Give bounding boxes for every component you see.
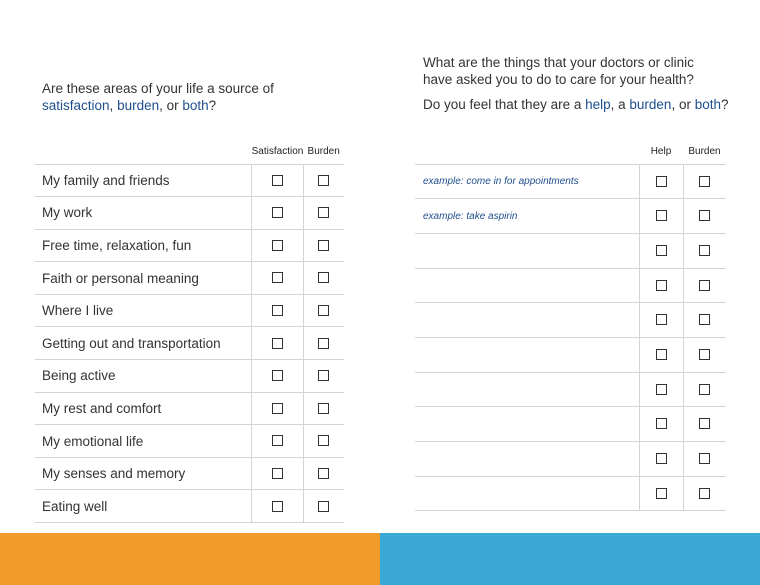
table-row — [35, 229, 344, 262]
help-cell — [639, 233, 683, 268]
burden-cell — [303, 197, 344, 230]
satisfaction-checkbox[interactable] — [272, 468, 283, 479]
burden-checkbox[interactable] — [699, 280, 710, 291]
satisfaction-checkbox[interactable] — [272, 305, 283, 316]
row-label: My work — [35, 197, 252, 230]
satisfaction-cell — [252, 164, 304, 197]
burden-checkbox[interactable] — [318, 403, 329, 414]
burden-cell — [683, 164, 726, 199]
satisfaction-cell — [252, 457, 304, 490]
table-row — [35, 490, 344, 523]
burden-cell — [683, 407, 726, 442]
burden-cell — [303, 229, 344, 262]
keyword-both: both — [182, 98, 209, 113]
help-checkbox[interactable] — [656, 280, 667, 291]
burden-cell — [683, 199, 726, 234]
burden-checkbox[interactable] — [318, 435, 329, 446]
help-checkbox[interactable] — [656, 349, 667, 360]
task-entry[interactable]: example: take aspirin — [415, 199, 639, 234]
help-checkbox[interactable] — [656, 210, 667, 221]
task-entry[interactable]: example: come in for appointments — [415, 164, 639, 199]
task-entry[interactable] — [415, 303, 639, 338]
burden-checkbox[interactable] — [318, 338, 329, 349]
burden-checkbox[interactable] — [699, 384, 710, 395]
help-checkbox[interactable] — [656, 418, 667, 429]
right-q2-start: Do you feel that they are a — [423, 97, 586, 112]
satisfaction-checkbox[interactable] — [272, 403, 283, 414]
right-subquestion — [423, 96, 743, 113]
satisfaction-cell — [252, 425, 304, 458]
burden-cell — [303, 490, 344, 523]
left-prompt — [42, 80, 342, 114]
table-row — [35, 327, 344, 360]
right-question-line2: have asked you to do to care for your health? — [423, 72, 694, 87]
burden-cell — [683, 233, 726, 268]
burden-cell — [303, 392, 344, 425]
right-q2-mid1: , a — [610, 97, 630, 112]
right-q2-end: ? — [721, 97, 729, 112]
burden-checkbox[interactable] — [699, 453, 710, 464]
satisfaction-cell — [252, 197, 304, 230]
table-row — [415, 442, 726, 477]
table-row — [415, 372, 726, 407]
row-label: Eating well — [35, 490, 252, 523]
right-question — [423, 54, 743, 88]
life-areas-header — [35, 145, 344, 164]
help-cell — [639, 476, 683, 511]
satisfaction-cell — [252, 294, 304, 327]
care-tasks-header — [415, 145, 726, 164]
task-entry[interactable] — [415, 268, 639, 303]
table-row — [35, 425, 344, 458]
burden-checkbox[interactable] — [699, 418, 710, 429]
keyword-burden: burden — [117, 98, 160, 113]
help-checkbox[interactable] — [656, 314, 667, 325]
help-checkbox[interactable] — [656, 384, 667, 395]
satisfaction-cell — [252, 392, 304, 425]
row-label: My rest and comfort — [35, 392, 252, 425]
burden-cell — [683, 303, 726, 338]
satisfaction-cell — [252, 490, 304, 523]
table-row — [35, 197, 344, 230]
satisfaction-cell — [252, 229, 304, 262]
satisfaction-checkbox[interactable] — [272, 240, 283, 251]
table-row — [415, 407, 726, 442]
row-label: Getting out and transportation — [35, 327, 252, 360]
satisfaction-cell — [252, 360, 304, 393]
keyword-help: help — [585, 97, 611, 112]
table-row — [35, 360, 344, 393]
burden-checkbox[interactable] — [699, 210, 710, 221]
col-header-burden: Burden — [688, 146, 721, 157]
right-question-line1: What are the things that your doctors or clinic — [423, 55, 694, 70]
burden-checkbox[interactable] — [699, 176, 710, 187]
col-header-burden: Burden — [307, 146, 340, 157]
task-entry[interactable] — [415, 407, 639, 442]
help-checkbox[interactable] — [656, 245, 667, 256]
row-label: Being active — [35, 360, 252, 393]
satisfaction-checkbox[interactable] — [272, 207, 283, 218]
burden-cell — [683, 268, 726, 303]
burden-cell — [303, 327, 344, 360]
table-row — [415, 337, 726, 372]
keyword-burden-right: burden — [629, 97, 672, 112]
table-row — [415, 164, 726, 199]
burden-cell — [303, 425, 344, 458]
task-entry[interactable] — [415, 476, 639, 511]
help-checkbox[interactable] — [656, 488, 667, 499]
burden-cell — [303, 164, 344, 197]
burden-cell — [303, 360, 344, 393]
col-header-satisfaction: Satisfaction — [251, 146, 304, 157]
table-row — [415, 476, 726, 511]
help-cell — [639, 303, 683, 338]
burden-cell — [683, 372, 726, 407]
burden-checkbox[interactable] — [699, 349, 710, 360]
help-cell — [639, 164, 683, 199]
burden-checkbox[interactable] — [318, 272, 329, 283]
table-row — [415, 303, 726, 338]
table-row — [415, 199, 726, 234]
burden-checkbox[interactable] — [318, 468, 329, 479]
table-row — [35, 457, 344, 490]
col-header-help: Help — [650, 146, 672, 157]
left-sep1: , — [109, 98, 118, 113]
table-row — [415, 268, 726, 303]
burden-checkbox[interactable] — [699, 245, 710, 256]
task-entry[interactable] — [415, 337, 639, 372]
burden-cell — [683, 442, 726, 477]
burden-checkbox[interactable] — [318, 305, 329, 316]
left-prompt-line2 — [42, 97, 342, 114]
row-label: My senses and memory — [35, 457, 252, 490]
satisfaction-checkbox[interactable] — [272, 272, 283, 283]
help-cell — [639, 337, 683, 372]
table-row — [35, 262, 344, 295]
burden-cell — [683, 476, 726, 511]
burden-cell — [303, 262, 344, 295]
life-areas-table — [35, 145, 344, 523]
help-cell — [639, 372, 683, 407]
help-cell — [639, 199, 683, 234]
header-spacer — [35, 145, 252, 164]
care-tasks-table — [415, 145, 726, 511]
satisfaction-cell — [252, 327, 304, 360]
task-entry[interactable] — [415, 233, 639, 268]
left-sep2: , or — [159, 98, 183, 113]
satisfaction-checkbox[interactable] — [272, 501, 283, 512]
header-spacer — [415, 145, 639, 164]
burden-cell — [303, 457, 344, 490]
burden-checkbox[interactable] — [318, 207, 329, 218]
satisfaction-cell — [252, 262, 304, 295]
help-checkbox[interactable] — [656, 176, 667, 187]
table-row — [35, 164, 344, 197]
footer-blue-band — [380, 533, 760, 585]
burden-checkbox[interactable] — [699, 314, 710, 325]
burden-checkbox[interactable] — [318, 175, 329, 186]
satisfaction-checkbox[interactable] — [272, 370, 283, 381]
task-entry[interactable] — [415, 442, 639, 477]
left-end: ? — [208, 98, 217, 113]
satisfaction-checkbox[interactable] — [272, 175, 283, 186]
row-label: Where I live — [35, 294, 252, 327]
task-entry[interactable] — [415, 372, 639, 407]
table-row — [35, 294, 344, 327]
footer-orange-band — [0, 533, 380, 585]
burden-checkbox[interactable] — [318, 370, 329, 381]
left-prompt-line1: Are these areas of your life a source of — [42, 81, 274, 96]
row-label: Free time, relaxation, fun — [35, 229, 252, 262]
burden-checkbox[interactable] — [318, 501, 329, 512]
right-q2-mid2: , or — [671, 97, 695, 112]
keyword-satisfaction: satisfaction — [42, 98, 110, 113]
help-cell — [639, 407, 683, 442]
burden-checkbox[interactable] — [699, 488, 710, 499]
row-label: My emotional life — [35, 425, 252, 458]
help-checkbox[interactable] — [656, 453, 667, 464]
help-cell — [639, 268, 683, 303]
satisfaction-checkbox[interactable] — [272, 435, 283, 446]
table-row — [35, 392, 344, 425]
satisfaction-checkbox[interactable] — [272, 338, 283, 349]
table-row — [415, 233, 726, 268]
burden-checkbox[interactable] — [318, 240, 329, 251]
burden-cell — [683, 337, 726, 372]
row-label: My family and friends — [35, 164, 252, 197]
burden-cell — [303, 294, 344, 327]
keyword-both-right: both — [694, 97, 721, 112]
row-label: Faith or personal meaning — [35, 262, 252, 295]
help-cell — [639, 442, 683, 477]
